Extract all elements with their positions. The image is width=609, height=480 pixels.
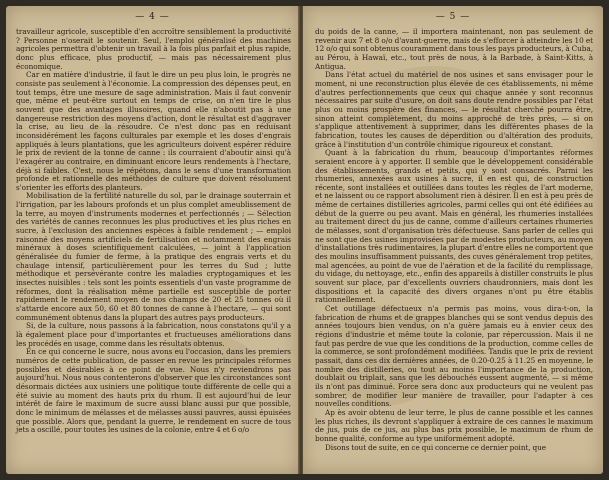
paragraph: Cet outillage défectueux n'a permis pas moins, vous dira-t-on, la fabrication de rhums et de grappes blanches qui se sont vendus depuis des années toujours bien vendus, on n'a guère jamais eu à envier ceux des régions d'industrie et même toute la colonie, par répercussion. Mais il ne faut pas perdre de vue que les conditions de la production, comme celles de la commerce, se sont profondément modifiées. Tandis que le prix de revient passait, dans ces dix dernières années, de 0.20-0.25 à 11.25 en moyenne, le nombre des distilleries, ou tout au moins l'importance de la production, doublait ou triplait, sans que les débouchés eussent augmenté, — si même ils n'ont pas diminué. Force sera donc aux producteurs qui ne veulent pas sombrer, de modifier leur manière de travailler, pour l'adapter à ces nouvelles conditions.	[315, 304, 593, 409]
page-body	[315, 28, 593, 468]
paragraph: Disons tout de suite, en ce qui concerne ce dernier point, que	[325, 442, 547, 452]
paragraph: du poids de la canne, — il importera maintenant, non pas seulement de revenir aux 7 et 8 o/o d'avant-guerre, mais de s'efforcer à atteindre les 10 et 12 o/o qui sont obtenus couramment dans tous les pays producteurs, à Cuba, au Pérou, à Hawaï, etc., tout près de nous, à la Barbade, à Saint-Kitts, à Antigua.	[315, 27, 593, 71]
paragraph: Mobilisation de la fertilité naturelle du sol, par le drainage souterrain et l'irrigation, par les labours profonds et un plus complet ameublissement de la terre, au moyen d'instruments modernes et perfectionnés ; — Sélection des variétés de cannes reconnues les plus productives et les plus riches en sucre, à l'exclusion des anciennes espèces à faible rendement ; — emploi raisonné des moyens artificiels de fertilisation et notamment des engrais minéraux à doses scientifiquement calculées, — joint à l'application généralisée du fumier de ferme, à la pratique des engrais verts et du chaulage intensif, particulièrement pour les terres du Sud ; lutte méthodique et persévérante contre les maladies cryptogamiques et les insectes nuisibles : tels sont les points essentiels d'un vaste programme de réformes, dont la réalisation même partielle est susceptible de porter rapidement le rendement moyen de nos champs de 20 et 25 tonnes où il s'attarde encore aux 50, 60 et 80 tonnes de canne à l'hectare, — qui sont communément obtenus dans la plupart des autres pays producteurs.	[16, 191, 291, 322]
paragraph: Quant à la fabrication du rhum, beaucoup d'importantes réformes seraient encore à y apporter. Il semble que le développement considérable des établissements, grands et petits, qui y sont consacrés. Parmi les rhumeries, annexées aux usines à sucre, il en est qui, de construction récente, sont installées et outillées dans toutes les règles de l'art moderne, et ne laissent ou ce rapport absolument rien à désirer. Il en est à peu près de même de certaines distilleries agricoles, parmi celles qui ont été édifiées au début de la guerre ou peu avant. Mais en général, les rhumeries installées au traitement direct du jus de canne, comme d'ailleurs certaines rhumeries de mélasses, sont d'organisation très défectueuse. Sans parler de celles qui ne sont que des usines improvisées par de modestes producteurs, au moyen d'installations très rudimentaires, la plupart d'entre elles ne comportent que des moulins insuffisamment puissants, des cuves généralement trop petites, mal agencées, au point de vue de l'aération et de la facilité du remplissage, du vidage, du nettoyage, etc., enfin des appareils à distiller construits le plus souvent sur place, par d'excellents ouvriers chaudronniers, mais dont les dispositions et la capacité des divers organes n'ont pu être établis rationnellement.	[315, 148, 593, 305]
left-page	[6, 6, 299, 474]
paragraph: Ap ès avoir obtenu de leur terre, le plus de canne possible et les cannes les plus riches, ils devront s'appliquer à extraire de ces cannes le maximum de jus, puis de ce jus, au plus bas prix possible, le maximum de rhum de bonne qualité, conforme au type uniformément adopté.	[315, 407, 593, 443]
paragraph: Si, de la culture, nous passons à la fabrication, nous constatons qu'il y a là également place pour d'importantes et fructueuses améliorations dans les procédés en usage, comme dans les résultats obtenus.	[16, 321, 291, 348]
page-number: — 4 —	[135, 12, 170, 22]
page-body	[16, 28, 291, 468]
page-number: — 5 —	[435, 12, 471, 22]
paragraph: travailleur agricole, susceptible d'en accroître sensiblement la productivité ? Personne n'oserait le soutenir. Seul, l'emploi généralisé des machines agricoles permettra d'obtenir un travail à la fois plus parfait et plus rapide, donc plus efficace, plus productif, — mais pas nécessairement plus économique.	[16, 27, 291, 71]
paragraph: Dans l'état actuel du matériel de nos usines et sans envisager pour le moment, ni une reconstruction plus élevée de ces établissements, ni même d'autres perfectionnements que ceux qui chaque année y sont reconnus nécessaires par suite d'usure, on doit sans doute rendre possibles par l'état plus ou moins prospère des finances, — le résultat cherché pourra être, sinon atteint complètement, du moins approché de très près, — si on s'applique attentivement à supprimer, dans les différentes phases de la fabrication, toutes les causes de déperdition ou d'altération des produits, grâce à l'institution d'un contrôle chimique rigoureux et constant.	[315, 70, 593, 149]
paragraph: Car en matière d'industrie, il faut le dire un peu plus loin, le progrès ne consiste pas seulement à l'économie. La compression des dépenses peut, en tout temps, être une mesure de sage administration. Mais il faut convenir que, même et peut-être surtout en temps de crise, on n'en tire le plus souvent que des avantages illusoires, quand elle n'aboutit pas à une dangereuse restriction des moyens d'action, dont le résultat est d'aggraver la crise, au lieu de la résoudre. Ce n'est donc pas en réduisant inconsidérément les façons culturales par exemple et les doses d'engrais appliqués à leurs plantations, que les agriculteurs doivent espérer réduire le prix de revient de la tonne de canne : ils courraient d'aboutir ainsi qu'à l'exagérer au contraire, en diminuant encore leurs rendements à l'hectare, déjà si faibles. C'est, nous le répétons, dans le sens d'une transformation profonde et rationnelle des méthodes de culture que doivent résolument s'orienter les efforts des planteurs.	[16, 70, 291, 192]
paragraph: En ce qui concerne le sucre, nous avons eu l'occasion, dans les premiers numéros de cette publication, de passer en revue les principales réformes possibles et désirables à ce point de vue. Nous n'y reviendrons pas aujourd'hui. Nous nous contenterons d'observer que les circonstances sont désormais dictées aux usiniers une politique toute différente de celle qui a été suivie au moment des hauts prix du rhum. Il est aujourd'hui de leur intérêt de faire le maximum de sucre aussi blanc aussi pur que possible, donc le minimum de mélasses et de mélasses aussi pauvres, aussi épuisées que possible. Alors que, pendant la guerre, le rendement en sucre de tous jets a oscillé, pour toutes les usines de la colonie, entre 4 et 6 o/o	[16, 347, 291, 435]
right-page	[303, 6, 603, 474]
